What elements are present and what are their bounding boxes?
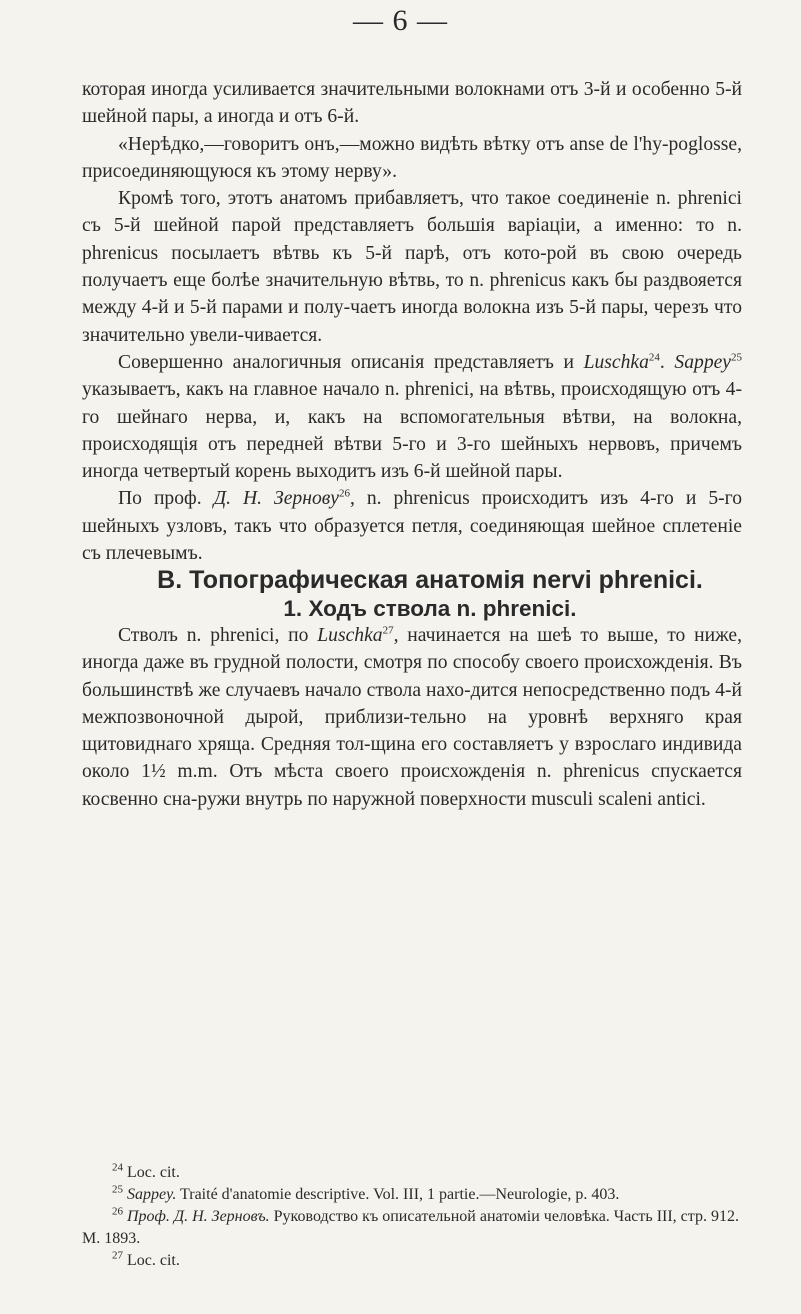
text-run: указываетъ, какъ на главное начало n. phrenici, на вѣтвь, происходящую отъ 4-го шейнаго нерва, и, какъ на вспомогательныя вѣтви, на волокна, происходящія отъ передней вѣтви 5-го и 3-го шейныхъ нервовъ, причемъ иногда четвертый корень выходитъ изъ 6-й шейной пары. <box>82 379 742 483</box>
footnote-ref: 25 <box>731 351 743 364</box>
section-heading: В. Топографическая анатомія nervi phrenici. <box>157 566 703 595</box>
footnote-ref: 27 <box>382 624 394 637</box>
text-run: , начинается на шеѣ то выше, то ниже, иногда даже въ грудной полости, смотря по способу своего происхожденія. Въ большинствѣ же случаевъ начало ствола нахо-дится непосредственно подъ 4-й межпозвоночной дырой, приблизи-тельно на уровнѣ верхняго края щитовиднаго хряща. Средняя тол-щина его составляетъ у взрослаго индивида около 1½ m.m. Отъ мѣста своего происхожденія n. phrenicus спускается косвенно сна-ружи внутрь по наружной поверхности musculi scaleni antici. <box>82 624 742 810</box>
footnote-number: 25 <box>112 1183 123 1196</box>
footnote-ref: 24 <box>648 351 660 364</box>
footnote-number: 24 <box>112 1161 123 1174</box>
paragraph <box>82 622 742 813</box>
footnote-ref: 26 <box>338 487 350 500</box>
paragraph <box>82 485 742 567</box>
italic-text: Проф. Д. Н. Зерновъ. <box>123 1208 270 1225</box>
footnote-number: 26 <box>112 1205 123 1218</box>
footnotes <box>82 1162 742 1272</box>
text-run: Совершенно аналогичныя описанія представляетъ и <box>118 351 584 373</box>
text-run: Руководство къ описательной анатоміи человѣка. Часть III, стр. 912. М. 1893. <box>82 1208 739 1247</box>
italic-text: Luschka <box>583 351 649 373</box>
footnote-number: 27 <box>112 1249 123 1262</box>
paragraph: Кромѣ того, этотъ анатомъ прибавляетъ, что такое соединеніе n. phrenici съ 5-й шейной парой представляетъ большія варіаціи, а именно: то n. phrenicus посылаетъ вѣтвь къ 5-й парѣ, отъ кото-рой въ свою очередь получаетъ еще болѣе значительную вѣтвь, то n. phrenicus какъ бы раздвояется между 4-й и 5-й парами и полу-чаетъ иногда волокна изъ 5-й пары, черезъ что значительно увели-чивается. <box>82 188 742 346</box>
italic-text: Sappey. <box>123 1186 177 1203</box>
paragraph: «Нерѣдко,—говоритъ онъ,—можно видѣть вѣтку отъ anse de l'hy-poglosse, присоединяющуюся къ этому нерву». <box>82 133 742 182</box>
text-run: , n. phrenicus происходитъ изъ 4-го и 5-го шейныхъ узловъ, такъ что образуется петля, соединяющая шейное сплетеніе съ плечевымъ. <box>82 488 742 565</box>
text-run: Стволъ n. phrenici, по <box>118 624 318 646</box>
italic-text: Luschka <box>317 624 383 646</box>
text-run: Loc. cit. <box>123 1252 180 1269</box>
body-text <box>82 76 742 813</box>
paragraph: которая иногда усиливается значительными волокнами отъ 3-й и особенно 5-й шейной пары, а иногда и отъ 6-й. <box>82 79 742 128</box>
text-run: Traité d'anatomie descriptive. Vol. III, 1 partie.—Neurologie, p. 403. <box>176 1186 620 1203</box>
text-run: . <box>659 351 675 373</box>
footnote <box>82 1206 742 1250</box>
footnote <box>82 1184 742 1206</box>
paragraph <box>82 349 742 485</box>
italic-text: Sappey <box>674 351 732 373</box>
text-run: По проф. <box>118 488 214 510</box>
text-run: Loc. cit. <box>123 1164 180 1181</box>
footnote <box>82 1250 742 1272</box>
italic-text: Д. Н. Зернову <box>213 488 339 510</box>
footnote <box>82 1162 742 1184</box>
page-number: — 6 — <box>353 4 448 37</box>
subsection-heading: 1. Ходъ ствола n. phrenici. <box>283 595 577 621</box>
